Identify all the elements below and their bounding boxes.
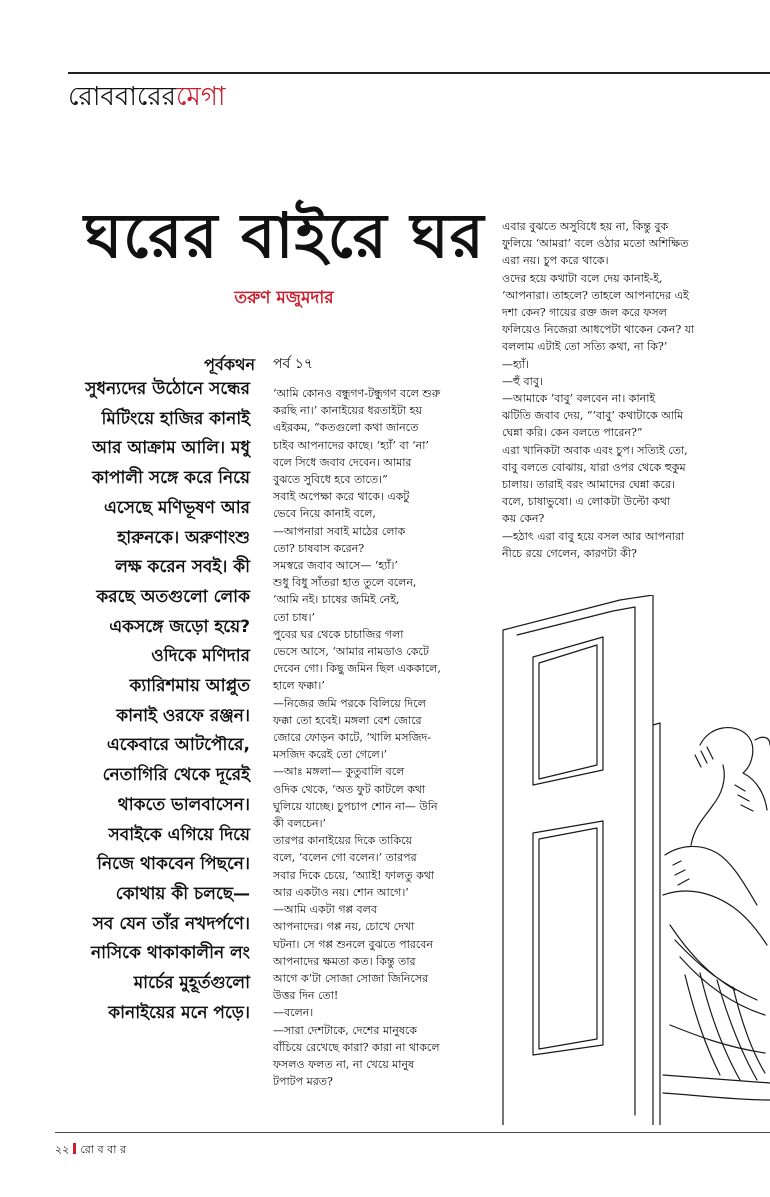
- body-text-line: বুঝতে সুবিধে হবে তাতে।”: [273, 473, 388, 487]
- body-text-line: —হ্যাঁ।: [502, 357, 530, 371]
- body-text-line: —আমাকে ‘বাবু’ বলবেন না। কানাই: [502, 392, 656, 406]
- body-text-line: বলে, চাষাভুষো। এ লোকটা উল্টো কথা: [502, 495, 671, 509]
- page-number: ২২: [55, 1143, 70, 1156]
- body-text-line: জোরে ফোড়ন কাটে, ‘খালি মসজিদ-: [273, 731, 431, 745]
- summary-line: কাপালী সঙ্গে করে নিয়ে: [92, 468, 250, 489]
- summary-line: হারুনকে। অরুণাংশু: [117, 527, 250, 548]
- body-text-line: আর একটাও নয়। শোন আগে।’: [273, 885, 409, 899]
- body-text-line: আপনাদের ক্ষমতা কত। কিন্তু তার: [273, 954, 416, 968]
- body-column-middle: [273, 385, 493, 1090]
- body-text-line: বাঁচিয়ে রেখেছে কারা? কারা না থাকলে: [273, 1040, 440, 1054]
- summary-line: নাসিকে থাকাকালীন লং: [91, 943, 250, 964]
- summary-line: মিটিংয়ে হাজির কানাই: [101, 408, 250, 429]
- body-text-line: সবাই অপেক্ষা করে থাকে। একটু: [273, 490, 410, 504]
- summary-line: একেবারে আটপৌরে,: [106, 735, 250, 756]
- body-text-line: এরা খানিকটা অবাক এবং চুপ। সত্যিই তো,: [502, 443, 688, 457]
- body-text-line: ঝটিতি জবাব দেয়, “‘বাবু’ কথাটাকে আমি: [502, 409, 684, 423]
- body-text-line: দশা কেন? গায়ের রক্ত জল করে ফসল: [502, 306, 667, 320]
- body-text-line: চালায়। তারাই বরং আমাদের ঘেন্না করে।: [502, 478, 675, 492]
- body-text-line: সবার দিকে চেয়ে, ‘অ্যাই! ফালতু কথা: [273, 868, 435, 882]
- body-text-line: ফুলিয়ে ‘আমরা’ বলে ওঠার মতো অশিক্ষিত: [502, 237, 689, 251]
- summary-line: ক্যারিশমায় আপ্লুত: [129, 676, 250, 697]
- article-title: ঘরের বাইরে ঘর: [84, 199, 485, 272]
- body-text-line: সমস্বরে জবাব আসে— ‘হ্যাঁ।’: [273, 559, 398, 573]
- summary-line: সব যেন তাঁর নখদর্পণে।: [92, 913, 250, 934]
- header-rule: [68, 72, 770, 74]
- section-header: [68, 80, 225, 114]
- body-text-line: ‘আমি নই। চাষের জমিই নেই,: [273, 593, 400, 607]
- body-text-line: ঘুলিয়ে যাচ্ছে। চুপচাপ শোন না— উনি: [273, 799, 438, 813]
- body-text-line: বলে সিধে জবাব দেবেন। আমার: [273, 455, 412, 469]
- body-text-line: তো? চাষবাস করেন?: [273, 541, 365, 555]
- body-text-line: ভেবে নিয়ে কানাই বলে,: [273, 507, 376, 521]
- body-text-line: করছি না।’ কানাইয়ের ধরতাইটা হয়: [273, 404, 422, 418]
- body-text-line: ঘেন্না করি। কেন বলতে পারেন?”: [502, 426, 643, 440]
- body-text-line: ফসলও ফলত না, না খেয়ে মানুষ: [273, 1057, 415, 1071]
- summary-heading: পূর্বকথন: [204, 355, 255, 374]
- footer-divider: [73, 1143, 76, 1154]
- door-illustration: [495, 595, 770, 1125]
- summary-line: করছে অতগুলো লোক: [96, 586, 250, 607]
- body-text-line: বলে, ‘বলেন গো বলেন।’ তারপর: [273, 851, 417, 865]
- body-text-line: বাবু বলতে বোঝায়, যারা ওপর থেকে হুকুম: [502, 460, 686, 474]
- summary-line: সবাইকে এগিয়ে দিয়ে: [108, 824, 250, 845]
- summary-line: একসঙ্গে জড়ো হয়ে?: [109, 616, 250, 637]
- body-text-line: চাইব আপনাদের কাছে। ‘হ্যাঁ’ বা ‘না’: [273, 438, 429, 452]
- body-text-line: শুধু বিধু সাঁতরা হাত তুলে বলেন,: [273, 576, 417, 590]
- body-text-line: ঘটনা। সে গপ্প শুনলে বুঝতে পারবেন: [273, 937, 433, 951]
- section-header-prefix: রোববারের: [68, 82, 176, 112]
- publication-name: রো ব বা র: [80, 1143, 126, 1156]
- article-author: তরুণ মজুমদার: [234, 288, 334, 308]
- body-text-line: এরা নয়। চুপ করে থাকে।: [502, 254, 609, 268]
- body-text-line: পুবের ঘর থেকে চাচাজির গলা: [273, 627, 404, 641]
- body-text-line: —হঠাৎ এরা বাবু হয়ে বসল আর আপনারা: [502, 529, 685, 543]
- body-column-right: [502, 218, 764, 562]
- body-text-line: উত্তর দিন তো!: [273, 989, 339, 1003]
- summary-line: এসেছে মণিভূষণ আর: [103, 497, 250, 518]
- body-text-line: —আপনারা সবাই মাঠের লোক: [273, 524, 406, 538]
- body-text-line: কী বলচেন।’: [273, 817, 327, 831]
- body-text-line: ভেসে আসে, ‘আমার নামডাও কেটে: [273, 645, 429, 659]
- summary-block: [38, 375, 250, 1028]
- summary-line: সুধন্যদের উঠোনে সন্ধের: [85, 379, 250, 399]
- body-text-line: ‘আপনারা। তাহলে? তাহলে আপনাদের এই: [502, 288, 689, 302]
- body-text-line: দেবেন গো। কিছু জমিন ছিল এককালে,: [273, 662, 441, 676]
- body-text-line: মসজিদ করেই তো গেলে।’: [273, 748, 388, 762]
- body-text-line: ওদের হয়ে কথাটা বলে দেয় কানাই-ই,: [502, 271, 663, 285]
- summary-line: ওদিকে মণিদার: [151, 646, 250, 667]
- body-text-line: —নিজের জমি পরকে বিলিয়ে দিলে: [273, 696, 426, 710]
- body-text-line: হালে ফক্কা।’: [273, 679, 325, 693]
- body-text-line: —হুঁ বাবু।: [502, 374, 543, 388]
- body-text-line: ফলিয়েও নিজেরা আধপেটা থাকেন কেন? যা: [502, 323, 695, 337]
- body-text-line: ওদিক থেকে, ‘অত ফুট কাটলে কথা: [273, 782, 426, 796]
- body-text-line: আপনাদের। গপ্প নয়, চোখে দেখা: [273, 920, 415, 934]
- summary-line: নিজে থাকবেন পিছনে।: [97, 854, 250, 875]
- body-text-line: কয় কেন?: [502, 512, 545, 526]
- body-text-line: ‘আমি কোনও বন্ধুগণ-টন্ধুগণ বলে শুরু: [273, 387, 441, 400]
- body-text-line: এইরকম, “কতগুলো কথা জানতে: [273, 421, 419, 435]
- summary-line: কোথায় কী চলছে—: [115, 883, 250, 904]
- body-text-line: তারপর কানাইয়ের দিকে তাকিয়ে: [273, 834, 413, 848]
- footer-rule: [55, 1132, 770, 1133]
- section-header-accent: মেগা: [175, 82, 226, 112]
- body-text-line: তো চাষ।’: [273, 610, 316, 624]
- body-text-line: বললাম এটাই তো সত্যি কথা, না কি?’: [502, 340, 668, 354]
- summary-line: কানাই ওরফে রঞ্জন।: [116, 705, 250, 726]
- body-text-line: —আঃ মঙ্গলা— কুতুবালি বলে: [273, 765, 405, 779]
- summary-line: মার্চের মুহূর্তগুলো: [133, 973, 250, 994]
- body-text-line: এবার বুঝতে অসুবিধে হয় না, কিন্তু বুক: [502, 220, 669, 233]
- summary-line: থাকতে ভালবাসেন।: [117, 794, 250, 815]
- body-text-line: আগে ক’টা সোজা সোজা জিনিসের: [273, 971, 429, 985]
- part-label: পর্ব ১৭: [273, 356, 313, 372]
- body-text-line: নীচে রয়ে গেলেন, কারণটা কী?: [502, 546, 637, 560]
- body-text-line: টপাটপ মরত?: [273, 1075, 333, 1089]
- body-text-line: —বলেন।: [273, 1006, 314, 1020]
- summary-line: কানাইয়ের মনে পড়ে।: [108, 1002, 250, 1023]
- summary-line: আর আক্রাম আলি। মধু: [92, 438, 250, 459]
- body-text-line: ফক্কা তো হবেই। মঙ্গলা বেশ জোরে: [273, 713, 422, 727]
- body-text-line: —সারা দেশটাকে, দেশের মানুষকে: [273, 1023, 417, 1037]
- summary-line: নেতাগিরি থেকে দূরেই: [102, 765, 250, 786]
- body-text-line: —আমি একটা গপ্প বলব: [273, 903, 377, 917]
- summary-line: লক্ষ করেন সবই। কী: [115, 557, 250, 578]
- page-footer: [55, 1141, 126, 1160]
